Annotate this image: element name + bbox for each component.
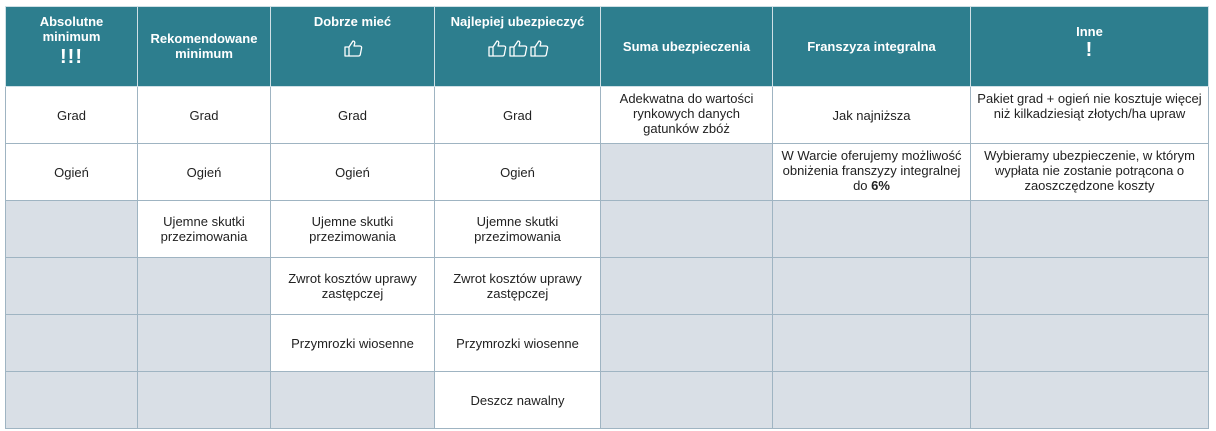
header-recommended-minimum [138,7,271,87]
empty-cell [601,372,773,429]
table-cell [773,144,971,201]
thumbs-up-icon [487,39,507,57]
table-cell: Przymrozki wiosenne [271,315,435,372]
empty-cell [601,201,773,258]
table-cell: Grad [271,87,435,144]
cell-text: W Warcie oferujemy możliwość obniżenia franszyzy integralnej do [781,148,962,193]
empty-cell [6,201,138,258]
table-cell: Ogień [6,144,138,201]
insurance-table-wrapper [5,6,1209,429]
empty-cell [601,144,773,201]
table-cell: Pakiet grad + ogień nie kosztuje więcej niż kilkadziesiąt złotych/ha upraw [971,87,1209,144]
empty-cell [6,258,138,315]
header-label: Franszyza integralna [807,39,936,54]
header-other [971,7,1209,87]
table-cell: Ogień [138,144,271,201]
header-absolute-minimum [6,7,138,87]
empty-cell [271,372,435,429]
table-cell: Przymrozki wiosenne [435,315,601,372]
empty-cell [971,258,1209,315]
header-row [6,7,1209,87]
empty-cell [6,372,138,429]
table-row [6,201,1209,258]
empty-cell [6,315,138,372]
header-best-to-insure [435,7,601,87]
table-cell: Deszcz nawalny [435,372,601,429]
empty-cell [971,315,1209,372]
empty-cell [138,315,271,372]
header-label: Dobrze mieć [313,14,392,29]
thumbs-up-icon [529,39,549,57]
table-cell: Grad [435,87,601,144]
empty-cell [601,315,773,372]
table-cell: Ujemne skutki przezimowania [435,201,601,258]
empty-cell [773,372,971,429]
insurance-comparison-table [5,6,1209,429]
empty-cell [138,258,271,315]
empty-cell [773,258,971,315]
table-row [6,315,1209,372]
header-label: Absolutne minimum [39,14,104,44]
table-cell: Wybieramy ubezpieczenie, w którym wypłata nie zostanie potrącona o zaoszczędzone koszty [971,144,1209,201]
header-label: Suma ubezpieczenia [622,39,751,54]
table-cell: Zwrot kosztów uprawy zastępczej [435,258,601,315]
table-cell: Grad [6,87,138,144]
table-cell: Ogień [435,144,601,201]
header-label: Rekomendowane minimum [150,31,258,61]
header-good-to-have [271,7,435,87]
empty-cell [773,201,971,258]
header-sum-insured [601,7,773,87]
table-cell: Adekwatna do wartości rynkowych danych gatunków zbóż [601,87,773,144]
header-label: Inne [1076,24,1103,39]
empty-cell [971,372,1209,429]
empty-cell [773,315,971,372]
table-row [6,144,1209,201]
table-row [6,372,1209,429]
table-cell: Ujemne skutki przezimowania [138,201,271,258]
table-cell: Ogień [271,144,435,201]
table-cell: Ujemne skutki przezimowania [271,201,435,258]
empty-cell [971,201,1209,258]
empty-cell [138,372,271,429]
table-row [6,87,1209,144]
table-cell: Grad [138,87,271,144]
empty-cell [601,258,773,315]
header-label: Najlepiej ubezpieczyć [450,14,585,29]
exclamation-icon: ! [1085,39,1094,61]
header-deductible [773,7,971,87]
cell-text-bold: 6% [871,178,890,193]
thumbs-up-icon [508,39,528,57]
thumbs-up-icon [343,39,363,57]
table-cell: Zwrot kosztów uprawy zastępczej [271,258,435,315]
triple-exclamation-icon: !!! [60,46,83,68]
table-cell: Jak najniższa [773,87,971,144]
table-row [6,258,1209,315]
